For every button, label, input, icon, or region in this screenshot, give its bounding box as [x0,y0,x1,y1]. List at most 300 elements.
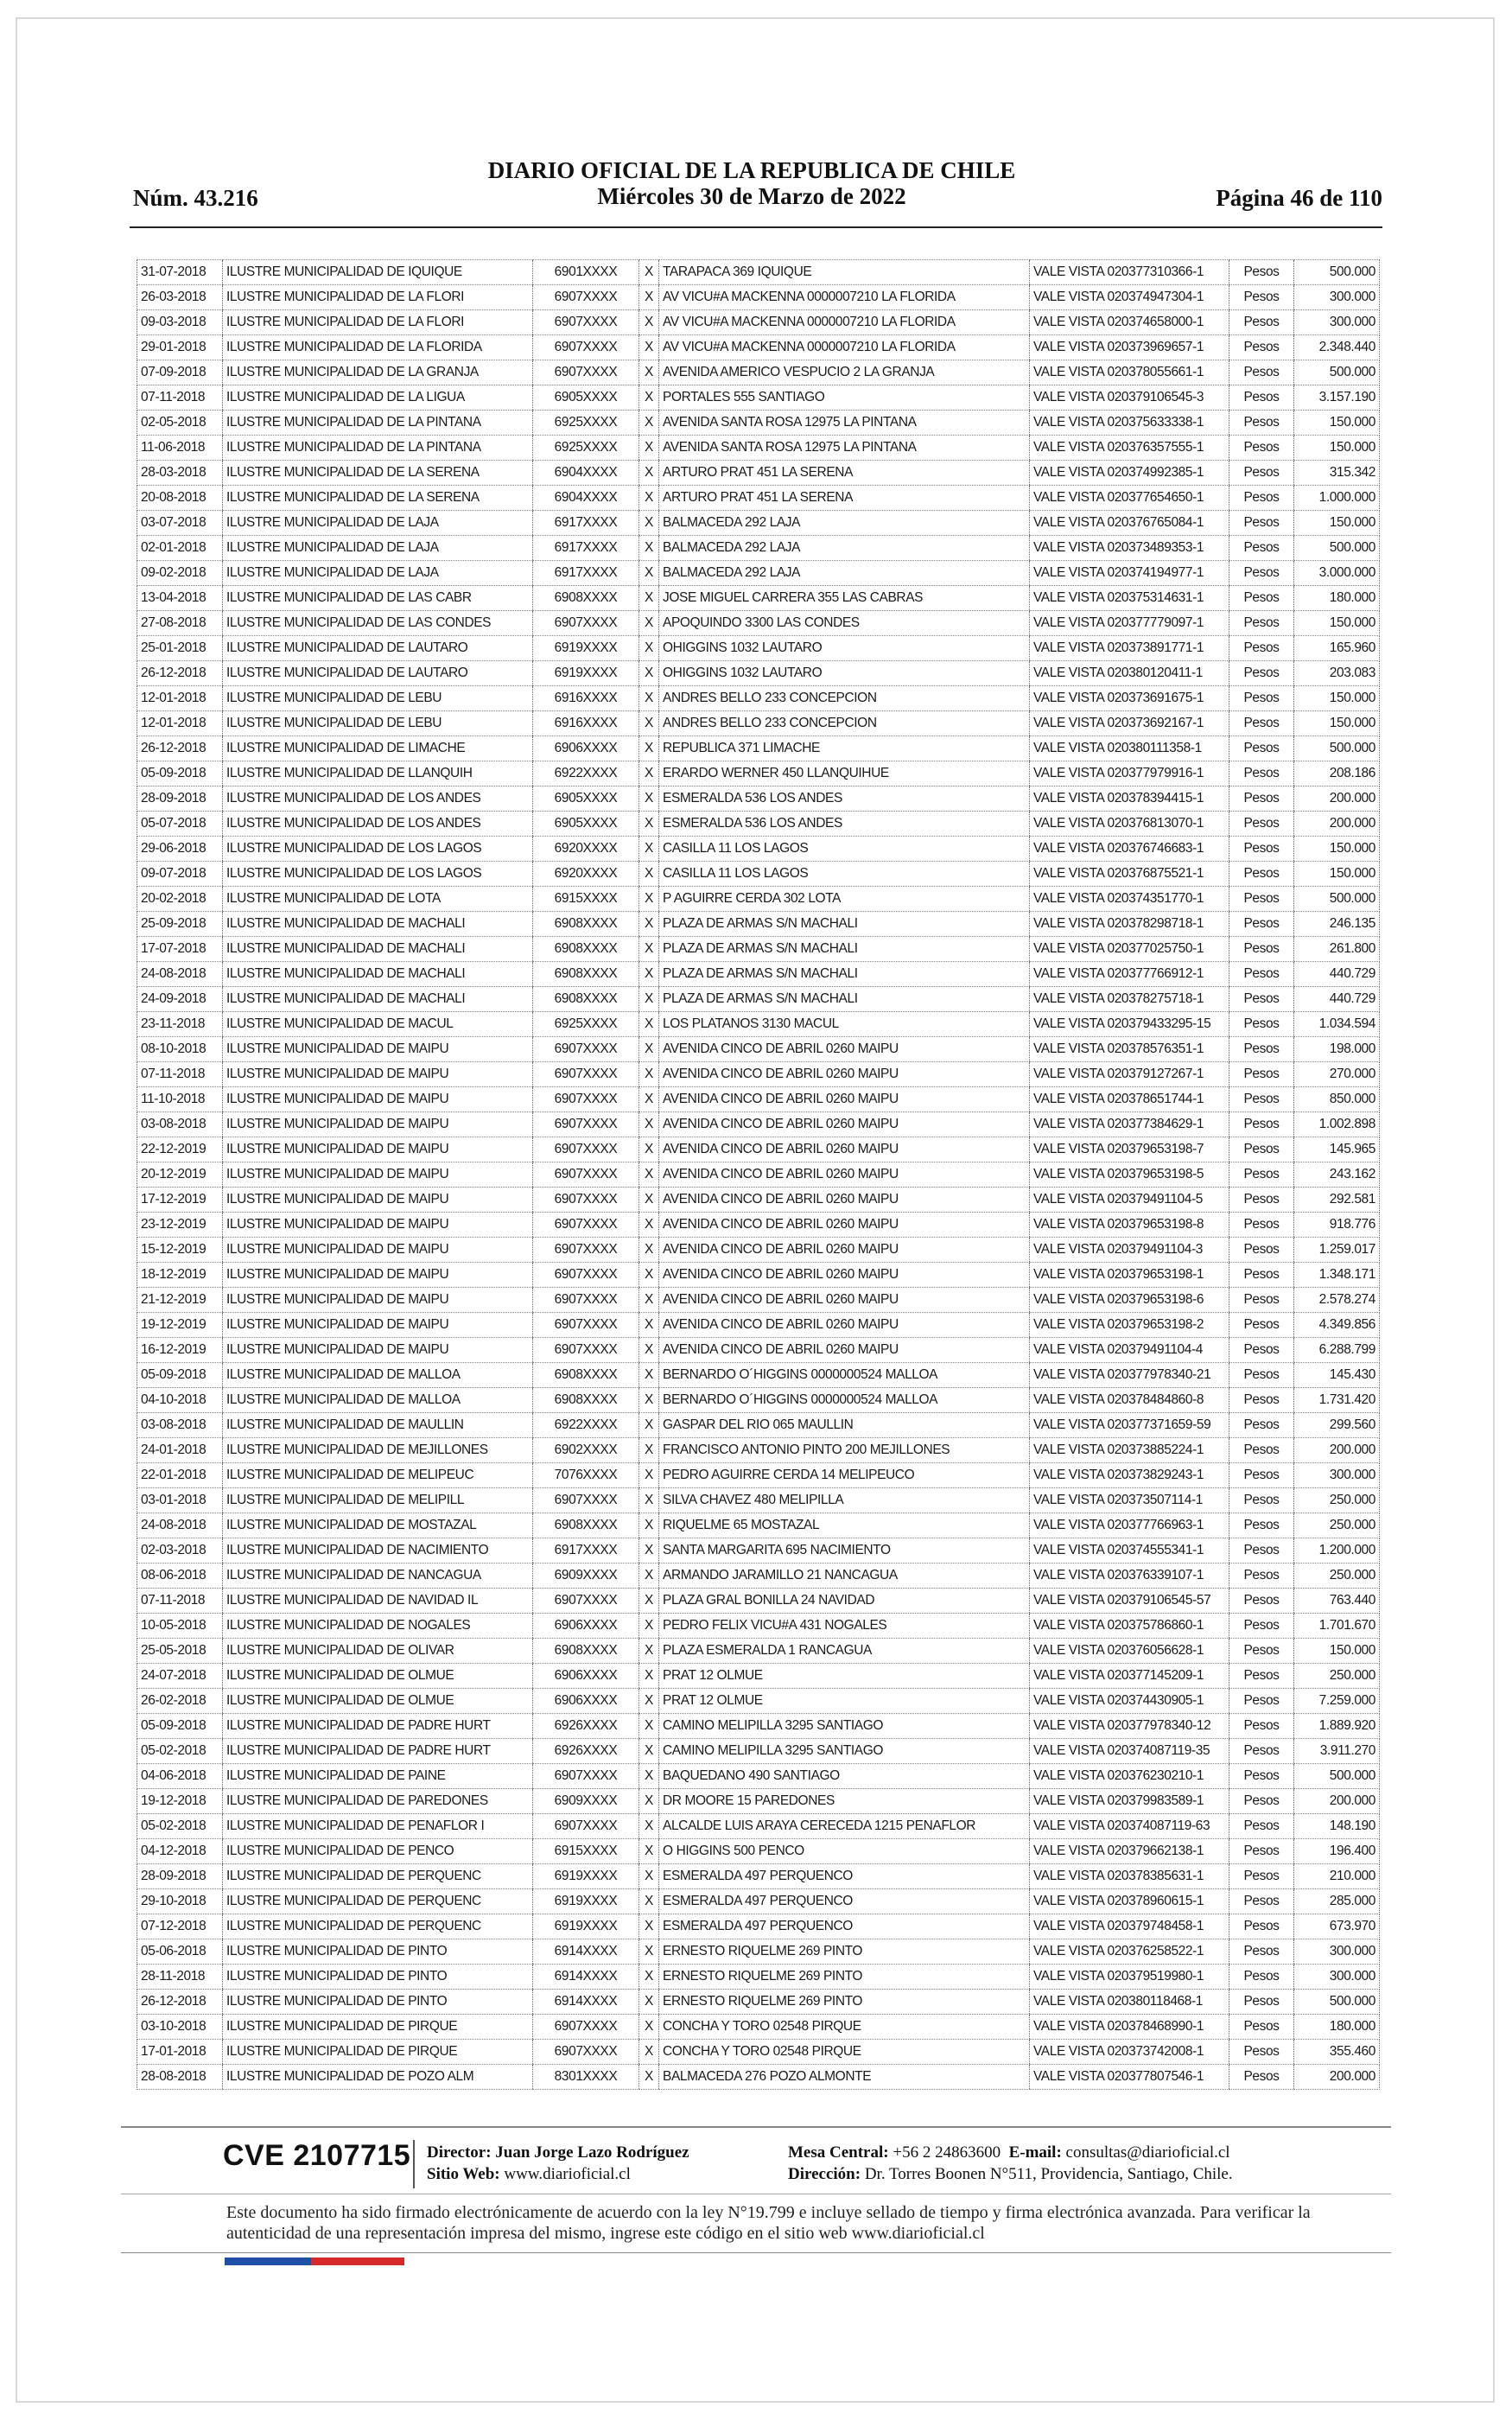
institution-cell: ILUSTRE MUNICIPALIDAD DE OLMUE [223,1689,533,1714]
amount-cell: 180.000 [1294,2015,1380,2040]
address-cell: CAMINO MELIPILLA 3295 SANTIAGO [659,1739,1030,1764]
mark-cell: X [639,260,659,285]
mark-cell: X [639,561,659,586]
amount-cell: 1.002.898 [1294,1112,1380,1137]
currency-cell: Pesos [1229,1288,1294,1313]
table-row [137,1413,1380,1438]
document-cell: VALE VISTA 020374194977-1 [1030,561,1229,586]
amount-cell: 1.259.017 [1294,1238,1380,1263]
document-cell: VALE VISTA 020374351770-1 [1030,887,1229,912]
rut-cell: 6904XXXX [533,461,639,486]
table-row [137,786,1380,812]
institution-cell: ILUSTRE MUNICIPALIDAD DE MAIPU [223,1263,533,1288]
document-cell: VALE VISTA 020373691675-1 [1030,686,1229,711]
director-name: Juan Jorge Lazo Rodríguez [495,2143,689,2162]
mark-cell: X [639,1714,659,1739]
rut-cell: 6907XXXX [533,1137,639,1162]
cve-code: CVE 2107715 [223,2139,411,2172]
rut-cell: 6907XXXX [533,1488,639,1513]
rut-cell: 6919XXXX [533,661,639,686]
mark-cell: X [639,1112,659,1137]
institution-cell: ILUSTRE MUNICIPALIDAD DE OLMUE [223,1664,533,1689]
address-cell: BERNARDO O´HIGGINS 0000000524 MALLOA [659,1363,1030,1388]
institution-cell: ILUSTRE MUNICIPALIDAD DE MACHALI [223,937,533,962]
date-cell: 04-12-2018 [137,1839,223,1864]
amount-cell: 150.000 [1294,686,1380,711]
address-cell: ERARDO WERNER 450 LLANQUIHUE [659,761,1030,786]
document-cell: VALE VISTA 020373885224-1 [1030,1438,1229,1463]
date-cell: 05-07-2018 [137,812,223,837]
mark-cell: X [639,1188,659,1213]
address-cell: ARTURO PRAT 451 LA SERENA [659,461,1030,486]
rut-cell: 6907XXXX [533,2015,639,2040]
institution-cell: ILUSTRE MUNICIPALIDAD DE NAVIDAD IL [223,1589,533,1614]
email-link[interactable]: consultas@diarioficial.cl [1065,2143,1230,2162]
table-row [137,862,1380,887]
table-row [137,1463,1380,1488]
address-cell: ARTURO PRAT 451 LA SERENA [659,486,1030,511]
date-cell: 29-10-2018 [137,1889,223,1914]
table-row [137,1889,1380,1914]
amount-cell: 203.083 [1294,661,1380,686]
page-header [121,157,1382,226]
mark-cell: X [639,862,659,887]
mark-cell: X [639,511,659,536]
rut-cell: 6907XXXX [533,1338,639,1363]
rut-cell: 6907XXXX [533,1112,639,1137]
document-cell: VALE VISTA 020377371659-59 [1030,1413,1229,1438]
address-cell: DR MOORE 15 PAREDONES [659,1789,1030,1814]
flag-blue-stripe [225,2258,311,2265]
amount-cell: 250.000 [1294,1664,1380,1689]
records-table [137,259,1380,2090]
document-cell: VALE VISTA 020380118468-1 [1030,1990,1229,2015]
document-cell: VALE VISTA 020379491104-5 [1030,1188,1229,1213]
document-cell: VALE VISTA 020377807546-1 [1030,2065,1229,2090]
date-cell: 07-11-2018 [137,1062,223,1087]
mark-cell: X [639,1238,659,1263]
institution-cell: ILUSTRE MUNICIPALIDAD DE MACUL [223,1012,533,1037]
date-cell: 15-12-2019 [137,1238,223,1263]
amount-cell: 763.440 [1294,1589,1380,1614]
address-cell: AVENIDA SANTA ROSA 12975 LA PINTANA [659,411,1030,436]
currency-cell: Pesos [1229,1263,1294,1288]
currency-cell: Pesos [1229,786,1294,812]
currency-cell: Pesos [1229,1789,1294,1814]
rut-cell: 6907XXXX [533,1087,639,1112]
address-cell: ANDRES BELLO 233 CONCEPCION [659,711,1030,736]
amount-cell: 150.000 [1294,711,1380,736]
currency-cell: Pesos [1229,1213,1294,1238]
institution-cell: ILUSTRE MUNICIPALIDAD DE MAIPU [223,1188,533,1213]
amount-cell: 7.259.000 [1294,1689,1380,1714]
document-cell: VALE VISTA 020376813070-1 [1030,812,1229,837]
institution-cell: ILUSTRE MUNICIPALIDAD DE PERQUENC [223,1914,533,1939]
date-cell: 29-01-2018 [137,335,223,360]
institution-cell: ILUSTRE MUNICIPALIDAD DE LAUTARO [223,661,533,686]
currency-cell: Pesos [1229,586,1294,611]
rut-cell: 6901XXXX [533,260,639,285]
amount-cell: 1.731.420 [1294,1388,1380,1413]
amount-cell: 243.162 [1294,1162,1380,1188]
currency-cell: Pesos [1229,812,1294,837]
amount-cell: 292.581 [1294,1188,1380,1213]
rut-cell: 6925XXXX [533,1012,639,1037]
amount-cell: 1.889.920 [1294,1714,1380,1739]
currency-cell: Pesos [1229,1538,1294,1563]
mark-cell: X [639,1814,659,1839]
mark-cell: X [639,1488,659,1513]
document-cell: VALE VISTA 020374087119-35 [1030,1739,1229,1764]
footer-divider-3 [121,2252,1391,2253]
address-cell: PLAZA DE ARMAS S/N MACHALI [659,937,1030,962]
rut-cell: 6907XXXX [533,611,639,636]
amount-cell: 1.000.000 [1294,486,1380,511]
currency-cell: Pesos [1229,1062,1294,1087]
table-row [137,1438,1380,1463]
institution-cell: ILUSTRE MUNICIPALIDAD DE MAIPU [223,1213,533,1238]
document-cell: VALE VISTA 020376056628-1 [1030,1639,1229,1664]
document-cell: VALE VISTA 020373692167-1 [1030,711,1229,736]
date-cell: 03-01-2018 [137,1488,223,1513]
document-cell: VALE VISTA 020373829243-1 [1030,1463,1229,1488]
rut-cell: 6908XXXX [533,1513,639,1538]
amount-cell: 246.135 [1294,912,1380,937]
date-cell: 23-11-2018 [137,1012,223,1037]
table-row [137,360,1380,385]
amount-cell: 1.034.594 [1294,1012,1380,1037]
table-row [137,1188,1380,1213]
amount-cell: 850.000 [1294,1087,1380,1112]
address-cell: SILVA CHAVEZ 480 MELIPILLA [659,1488,1030,1513]
publication-title: DIARIO OFICIAL DE LA REPUBLICA DE CHILE [487,157,1016,183]
amount-cell: 918.776 [1294,1213,1380,1238]
amount-cell: 200.000 [1294,786,1380,812]
amount-cell: 145.965 [1294,1137,1380,1162]
amount-cell: 300.000 [1294,1939,1380,1965]
institution-cell: ILUSTRE MUNICIPALIDAD DE LOS ANDES [223,786,533,812]
address-cell: CAMINO MELIPILLA 3295 SANTIAGO [659,1714,1030,1739]
document-cell: VALE VISTA 020379653198-1 [1030,1263,1229,1288]
document-cell: VALE VISTA 020377766912-1 [1030,962,1229,987]
amount-cell: 440.729 [1294,987,1380,1012]
mark-cell: X [639,661,659,686]
rut-cell: 6906XXXX [533,736,639,761]
address-cell: AVENIDA CINCO DE ABRIL 0260 MAIPU [659,1162,1030,1188]
table-row [137,711,1380,736]
currency-cell: Pesos [1229,1513,1294,1538]
director-block [427,2142,689,2185]
currency-cell: Pesos [1229,411,1294,436]
rut-cell: 6907XXXX [533,285,639,310]
institution-cell: ILUSTRE MUNICIPALIDAD DE MAIPU [223,1087,533,1112]
address-cell: AV VICU#A MACKENNA 0000007210 LA FLORIDA [659,335,1030,360]
document-cell: VALE VISTA 020379653198-8 [1030,1213,1229,1238]
table-row [137,636,1380,661]
document-cell: VALE VISTA 020373742008-1 [1030,2040,1229,2065]
date-cell: 10-05-2018 [137,1614,223,1639]
institution-cell: ILUSTRE MUNICIPALIDAD DE MACHALI [223,962,533,987]
address-cell: SANTA MARGARITA 695 NACIMIENTO [659,1538,1030,1563]
address-cell: ALCALDE LUIS ARAYA CERECEDA 1215 PENAFLOR [659,1814,1030,1839]
document-cell: VALE VISTA 020375786860-1 [1030,1614,1229,1639]
amount-cell: 261.800 [1294,937,1380,962]
date-cell: 19-12-2018 [137,1789,223,1814]
currency-cell: Pesos [1229,2065,1294,2090]
address-cell: PLAZA DE ARMAS S/N MACHALI [659,962,1030,987]
table-row [137,1137,1380,1162]
rut-cell: 6915XXXX [533,887,639,912]
amount-cell: 200.000 [1294,2065,1380,2090]
institution-cell: ILUSTRE MUNICIPALIDAD DE POZO ALM [223,2065,533,2090]
table-row [137,1689,1380,1714]
site-link[interactable]: www.diarioficial.cl [504,2165,631,2183]
institution-cell: ILUSTRE MUNICIPALIDAD DE MAIPU [223,1288,533,1313]
document-cell: VALE VISTA 020377384629-1 [1030,1112,1229,1137]
address-cell: AVENIDA CINCO DE ABRIL 0260 MAIPU [659,1213,1030,1238]
currency-cell: Pesos [1229,1037,1294,1062]
address-cell: CONCHA Y TORO 02548 PIRQUE [659,2015,1030,2040]
institution-cell: ILUSTRE MUNICIPALIDAD DE LA FLORI [223,285,533,310]
document-cell: VALE VISTA 020378576351-1 [1030,1037,1229,1062]
currency-cell: Pesos [1229,1939,1294,1965]
rut-cell: 6906XXXX [533,1689,639,1714]
document-cell: VALE VISTA 020378275718-1 [1030,987,1229,1012]
date-cell: 13-04-2018 [137,586,223,611]
table-row [137,1162,1380,1188]
table-row [137,1614,1380,1639]
date-cell: 19-12-2019 [137,1313,223,1338]
currency-cell: Pesos [1229,1639,1294,1664]
institution-cell: ILUSTRE MUNICIPALIDAD DE PINTO [223,1939,533,1965]
amount-cell: 150.000 [1294,862,1380,887]
institution-cell: ILUSTRE MUNICIPALIDAD DE LOS LAGOS [223,837,533,862]
institution-cell: ILUSTRE MUNICIPALIDAD DE PERQUENC [223,1864,533,1889]
table-row [137,1939,1380,1965]
records-table-body [137,260,1380,2090]
date-cell: 08-10-2018 [137,1037,223,1062]
rut-cell: 6922XXXX [533,761,639,786]
rut-cell: 6909XXXX [533,1563,639,1589]
institution-cell: ILUSTRE MUNICIPALIDAD DE LOTA [223,887,533,912]
amount-cell: 150.000 [1294,837,1380,862]
document-cell: VALE VISTA 020377766963-1 [1030,1513,1229,1538]
table-row [137,1538,1380,1563]
date-cell: 25-05-2018 [137,1639,223,1664]
address-text: Dr. Torres Boonen N°511, Providencia, Santiago, Chile. [864,2165,1233,2183]
header-divider [130,226,1382,228]
table-row [137,1814,1380,1839]
mark-cell: X [639,1162,659,1188]
contact-block [788,2142,1233,2185]
amount-cell: 300.000 [1294,1463,1380,1488]
currency-cell: Pesos [1229,1313,1294,1338]
table-row [137,1012,1380,1037]
address-cell: CASILLA 11 LOS LAGOS [659,862,1030,887]
rut-cell: 6917XXXX [533,536,639,561]
rut-cell: 6905XXXX [533,812,639,837]
address-label: Dirección: [788,2165,861,2183]
flag-red-stripe [311,2258,404,2265]
date-cell: 24-07-2018 [137,1664,223,1689]
mark-cell: X [639,611,659,636]
document-cell: VALE VISTA 020376746683-1 [1030,837,1229,862]
document-cell: VALE VISTA 020373891771-1 [1030,636,1229,661]
document-cell: VALE VISTA 020378298718-1 [1030,912,1229,937]
amount-cell: 500.000 [1294,887,1380,912]
date-cell: 09-03-2018 [137,310,223,335]
currency-cell: Pesos [1229,862,1294,887]
mark-cell: X [639,636,659,661]
table-row [137,1990,1380,2015]
rut-cell: 6907XXXX [533,1188,639,1213]
rut-cell: 6925XXXX [533,411,639,436]
mark-cell: X [639,335,659,360]
currency-cell: Pesos [1229,761,1294,786]
institution-cell: ILUSTRE MUNICIPALIDAD DE IQUIQUE [223,260,533,285]
table-row [137,385,1380,411]
institution-cell: ILUSTRE MUNICIPALIDAD DE LAS CONDES [223,611,533,636]
rut-cell: 6908XXXX [533,1363,639,1388]
address-cell: AVENIDA CINCO DE ABRIL 0260 MAIPU [659,1037,1030,1062]
table-row [137,536,1380,561]
table-row [137,661,1380,686]
date-cell: 07-11-2018 [137,1589,223,1614]
rut-cell: 6920XXXX [533,837,639,862]
address-cell: ERNESTO RIQUELME 269 PINTO [659,1965,1030,1990]
document-cell: VALE VISTA 020376357555-1 [1030,436,1229,461]
amount-cell: 210.000 [1294,1864,1380,1889]
date-cell: 04-06-2018 [137,1764,223,1789]
mark-cell: X [639,761,659,786]
rut-cell: 6917XXXX [533,511,639,536]
currency-cell: Pesos [1229,1463,1294,1488]
document-cell: VALE VISTA 020377145209-1 [1030,1664,1229,1689]
mark-cell: X [639,962,659,987]
date-cell: 09-07-2018 [137,862,223,887]
currency-cell: Pesos [1229,536,1294,561]
rut-cell: 7076XXXX [533,1463,639,1488]
amount-cell: 299.560 [1294,1413,1380,1438]
amount-cell: 200.000 [1294,1438,1380,1463]
rut-cell: 6907XXXX [533,1213,639,1238]
institution-cell: ILUSTRE MUNICIPALIDAD DE LAS CABR [223,586,533,611]
currency-cell: Pesos [1229,1714,1294,1739]
document-cell: VALE VISTA 020379653198-7 [1030,1137,1229,1162]
institution-cell: ILUSTRE MUNICIPALIDAD DE LIMACHE [223,736,533,761]
amount-cell: 150.000 [1294,436,1380,461]
date-cell: 20-08-2018 [137,486,223,511]
currency-cell: Pesos [1229,1864,1294,1889]
mark-cell: X [639,1965,659,1990]
amount-cell: 270.000 [1294,1062,1380,1087]
amount-cell: 196.400 [1294,1839,1380,1864]
mark-cell: X [639,1463,659,1488]
currency-cell: Pesos [1229,385,1294,411]
site-label: Sitio Web: [427,2165,500,2183]
institution-cell: ILUSTRE MUNICIPALIDAD DE MACHALI [223,912,533,937]
table-row [137,1563,1380,1589]
document-cell: VALE VISTA 020373969657-1 [1030,335,1229,360]
mark-cell: X [639,411,659,436]
institution-cell: ILUSTRE MUNICIPALIDAD DE LAJA [223,511,533,536]
amount-cell: 3.000.000 [1294,561,1380,586]
address-cell: LOS PLATANOS 3130 MACUL [659,1012,1030,1037]
address-cell: PLAZA DE ARMAS S/N MACHALI [659,912,1030,937]
institution-cell: ILUSTRE MUNICIPALIDAD DE LA LIGUA [223,385,533,411]
amount-cell: 150.000 [1294,611,1380,636]
mark-cell: X [639,1313,659,1338]
amount-cell: 3.911.270 [1294,1739,1380,1764]
institution-cell: ILUSTRE MUNICIPALIDAD DE LA FLORIDA [223,335,533,360]
address-cell: BALMACEDA 292 LAJA [659,561,1030,586]
director-label: Director: [427,2143,492,2162]
mark-cell: X [639,1990,659,2015]
mark-cell: X [639,385,659,411]
institution-cell: ILUSTRE MUNICIPALIDAD DE MEJILLONES [223,1438,533,1463]
table-row [137,912,1380,937]
currency-cell: Pesos [1229,1889,1294,1914]
rut-cell: 6914XXXX [533,1990,639,2015]
table-row [137,1388,1380,1413]
table-row [137,686,1380,711]
address-cell: PLAZA GRAL BONILLA 24 NAVIDAD [659,1589,1030,1614]
mesa-phone: +56 2 24863600 [893,2143,1001,2162]
table-row [137,1338,1380,1363]
mark-cell: X [639,786,659,812]
document-cell: VALE VISTA 020373507114-1 [1030,1488,1229,1513]
institution-cell: ILUSTRE MUNICIPALIDAD DE MACHALI [223,987,533,1012]
currency-cell: Pesos [1229,1012,1294,1037]
amount-cell: 2.348.440 [1294,335,1380,360]
amount-cell: 250.000 [1294,1513,1380,1538]
document-cell: VALE VISTA 020375633338-1 [1030,411,1229,436]
address-cell: ERNESTO RIQUELME 269 PINTO [659,1939,1030,1965]
currency-cell: Pesos [1229,962,1294,987]
date-cell: 08-06-2018 [137,1563,223,1589]
date-cell: 05-02-2018 [137,1739,223,1764]
table-row [137,486,1380,511]
currency-cell: Pesos [1229,636,1294,661]
amount-cell: 165.960 [1294,636,1380,661]
mark-cell: X [639,536,659,561]
rut-cell: 6908XXXX [533,987,639,1012]
currency-cell: Pesos [1229,661,1294,686]
address-cell: AVENIDA CINCO DE ABRIL 0260 MAIPU [659,1188,1030,1213]
table-row [137,1263,1380,1288]
institution-cell: ILUSTRE MUNICIPALIDAD DE MELIPEUC [223,1463,533,1488]
mark-cell: X [639,1764,659,1789]
mark-cell: X [639,586,659,611]
document-cell: VALE VISTA 020379653198-5 [1030,1162,1229,1188]
mark-cell: X [639,1288,659,1313]
document-cell: VALE VISTA 020379662138-1 [1030,1839,1229,1864]
date-cell: 17-07-2018 [137,937,223,962]
address-cell: PEDRO AGUIRRE CERDA 14 MELIPEUCO [659,1463,1030,1488]
currency-cell: Pesos [1229,1664,1294,1689]
currency-cell: Pesos [1229,1990,1294,2015]
table-row [137,1513,1380,1538]
mark-cell: X [639,1664,659,1689]
institution-cell: ILUSTRE MUNICIPALIDAD DE PERQUENC [223,1889,533,1914]
rut-cell: 6905XXXX [533,385,639,411]
address-cell: APOQUINDO 3300 LAS CONDES [659,611,1030,636]
address-cell: ESMERALDA 497 PERQUENCO [659,1914,1030,1939]
amount-cell: 1.701.670 [1294,1614,1380,1639]
table-row [137,812,1380,837]
document-cell: VALE VISTA 020379653198-6 [1030,1288,1229,1313]
table-row [137,837,1380,862]
